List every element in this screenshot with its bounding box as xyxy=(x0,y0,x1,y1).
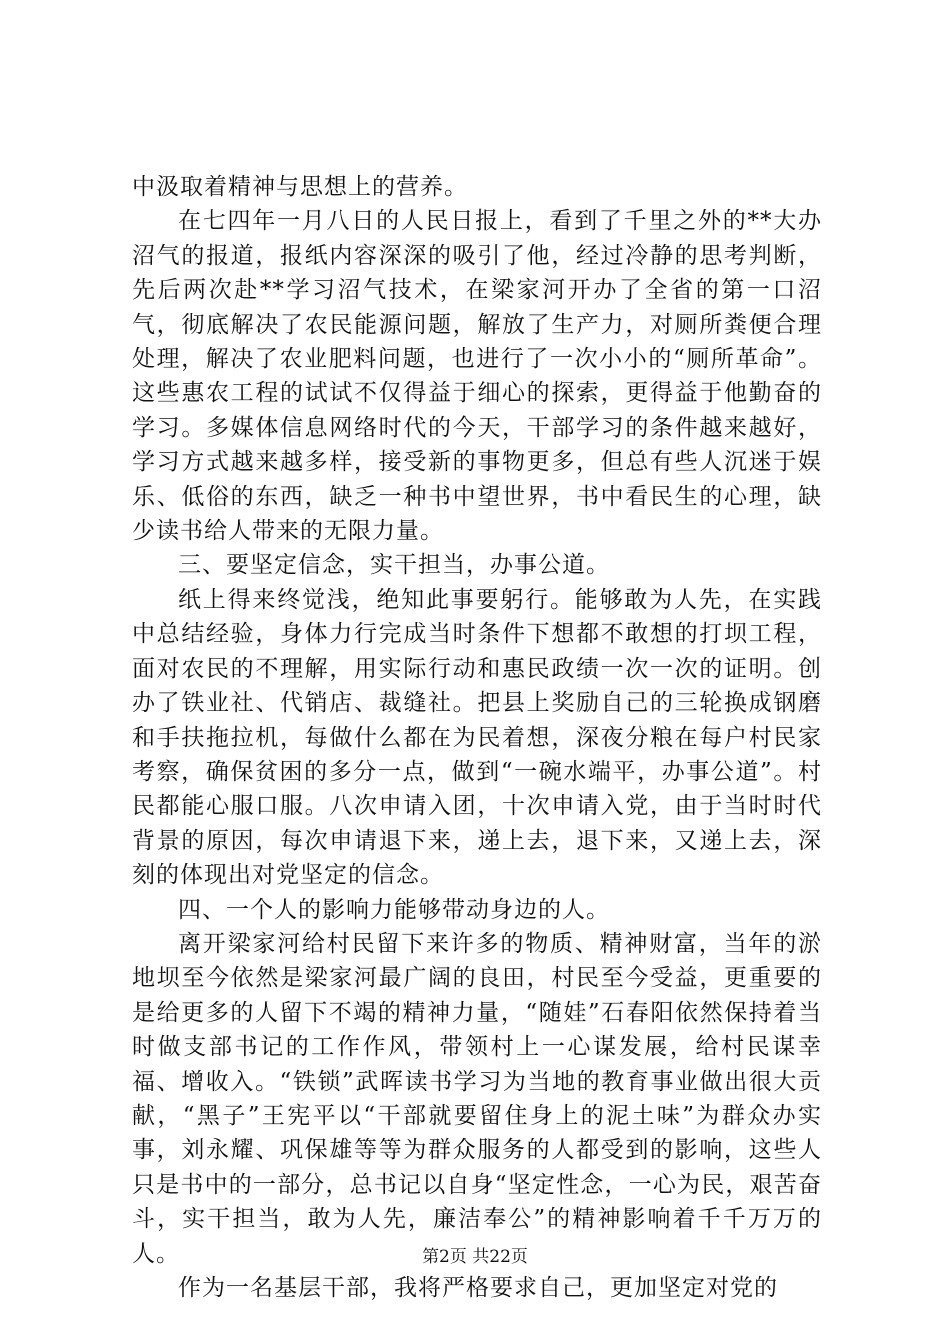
page-number-footer: 第2页 共22页 xyxy=(422,1247,528,1267)
paragraph-2: 在七四年一月八日的人民日报上，看到了千里之外的**大办沼气的报道，报纸内容深深的吸引了他，经过冷静的思考判断，先后两次赴**学习沼气技术，在梁家河开办了全省的第一口沼气，彻底解决了农民能源问题，解放了生产力，对厕所粪便合理处理，解决了农业肥料问题，也进行了一次小小的“厕所革命”。这些惠农工程的试试不仅得益于细心的探索，更得益于他勤奋的学习。多媒体信息网络时代的今天，干部学习的条件越来越好，学习方式越来越多样，接受新的事物更多，但总有些人沉迷于娱乐、低俗的东西，缺乏一种书中望世界，书中看民生的心理，缺少读书给人带来的无限力量。 xyxy=(132,208,822,545)
paragraph-6: 离开梁家河给村民留下来许多的物质、精神财富，当年的淤地坝至今依然是梁家河最广阔的良田，村民至今受益，更重要的是给更多的人留下不竭的精神力量，“随娃”石春阳依然保持着当时做支部书记的工作作风，带领村上一心谋发展，给村民谋幸福、增收入。“铁锁”武晖读书学习为当地的教育事业做出很大贡献，“黑子”王宪平以“干部就要留住身上的泥土味”为群众办实事，刘永耀、巩保雄等等为群众服务的人都受到的影响，这些人只是书中的一部分，总书记以自身“坚定性念，一心为民，艰苦奋斗，实干担当，敢为人先，廉洁奉公”的精神影响着千千万万的人。 xyxy=(132,930,822,1267)
paragraph-7: 作为一名基层干部，我将严格要求自己，更加坚定对党的 xyxy=(178,1275,778,1301)
document-body xyxy=(132,170,822,1305)
paragraph-1: 中汲取着精神与思想上的营养。 xyxy=(132,174,468,200)
section-heading-3: 三、要坚定信念，实干担当，办事公道。 xyxy=(178,552,610,579)
section-heading-4: 四、一个人的影响力能够带动身边的人。 xyxy=(178,896,610,923)
paragraph-4: 纸上得来终觉浅，绝知此事要躬行。能够敢为人先，在实践中总结经验，身体力行完成当时条件下想都不敢想的打坝工程，面对农民的不理解，用实际行动和惠民政绩一次一次的证明。创办了铁业社、代销店、裁缝社。把县上奖励自己的三轮换成钢磨和手扶拖拉机，每做什么都在为民着想，深夜分粮在每户村民家考察，确保贫困的多分一点，做到“一碗水端平，办事公道”。村民都能心服口服。八次申请入团，十次申请入党，由于当时时代背景的原因，每次申请退下来，递上去，退下来，又递上去，深刻的体现出对党坚定的信念。 xyxy=(132,586,822,889)
